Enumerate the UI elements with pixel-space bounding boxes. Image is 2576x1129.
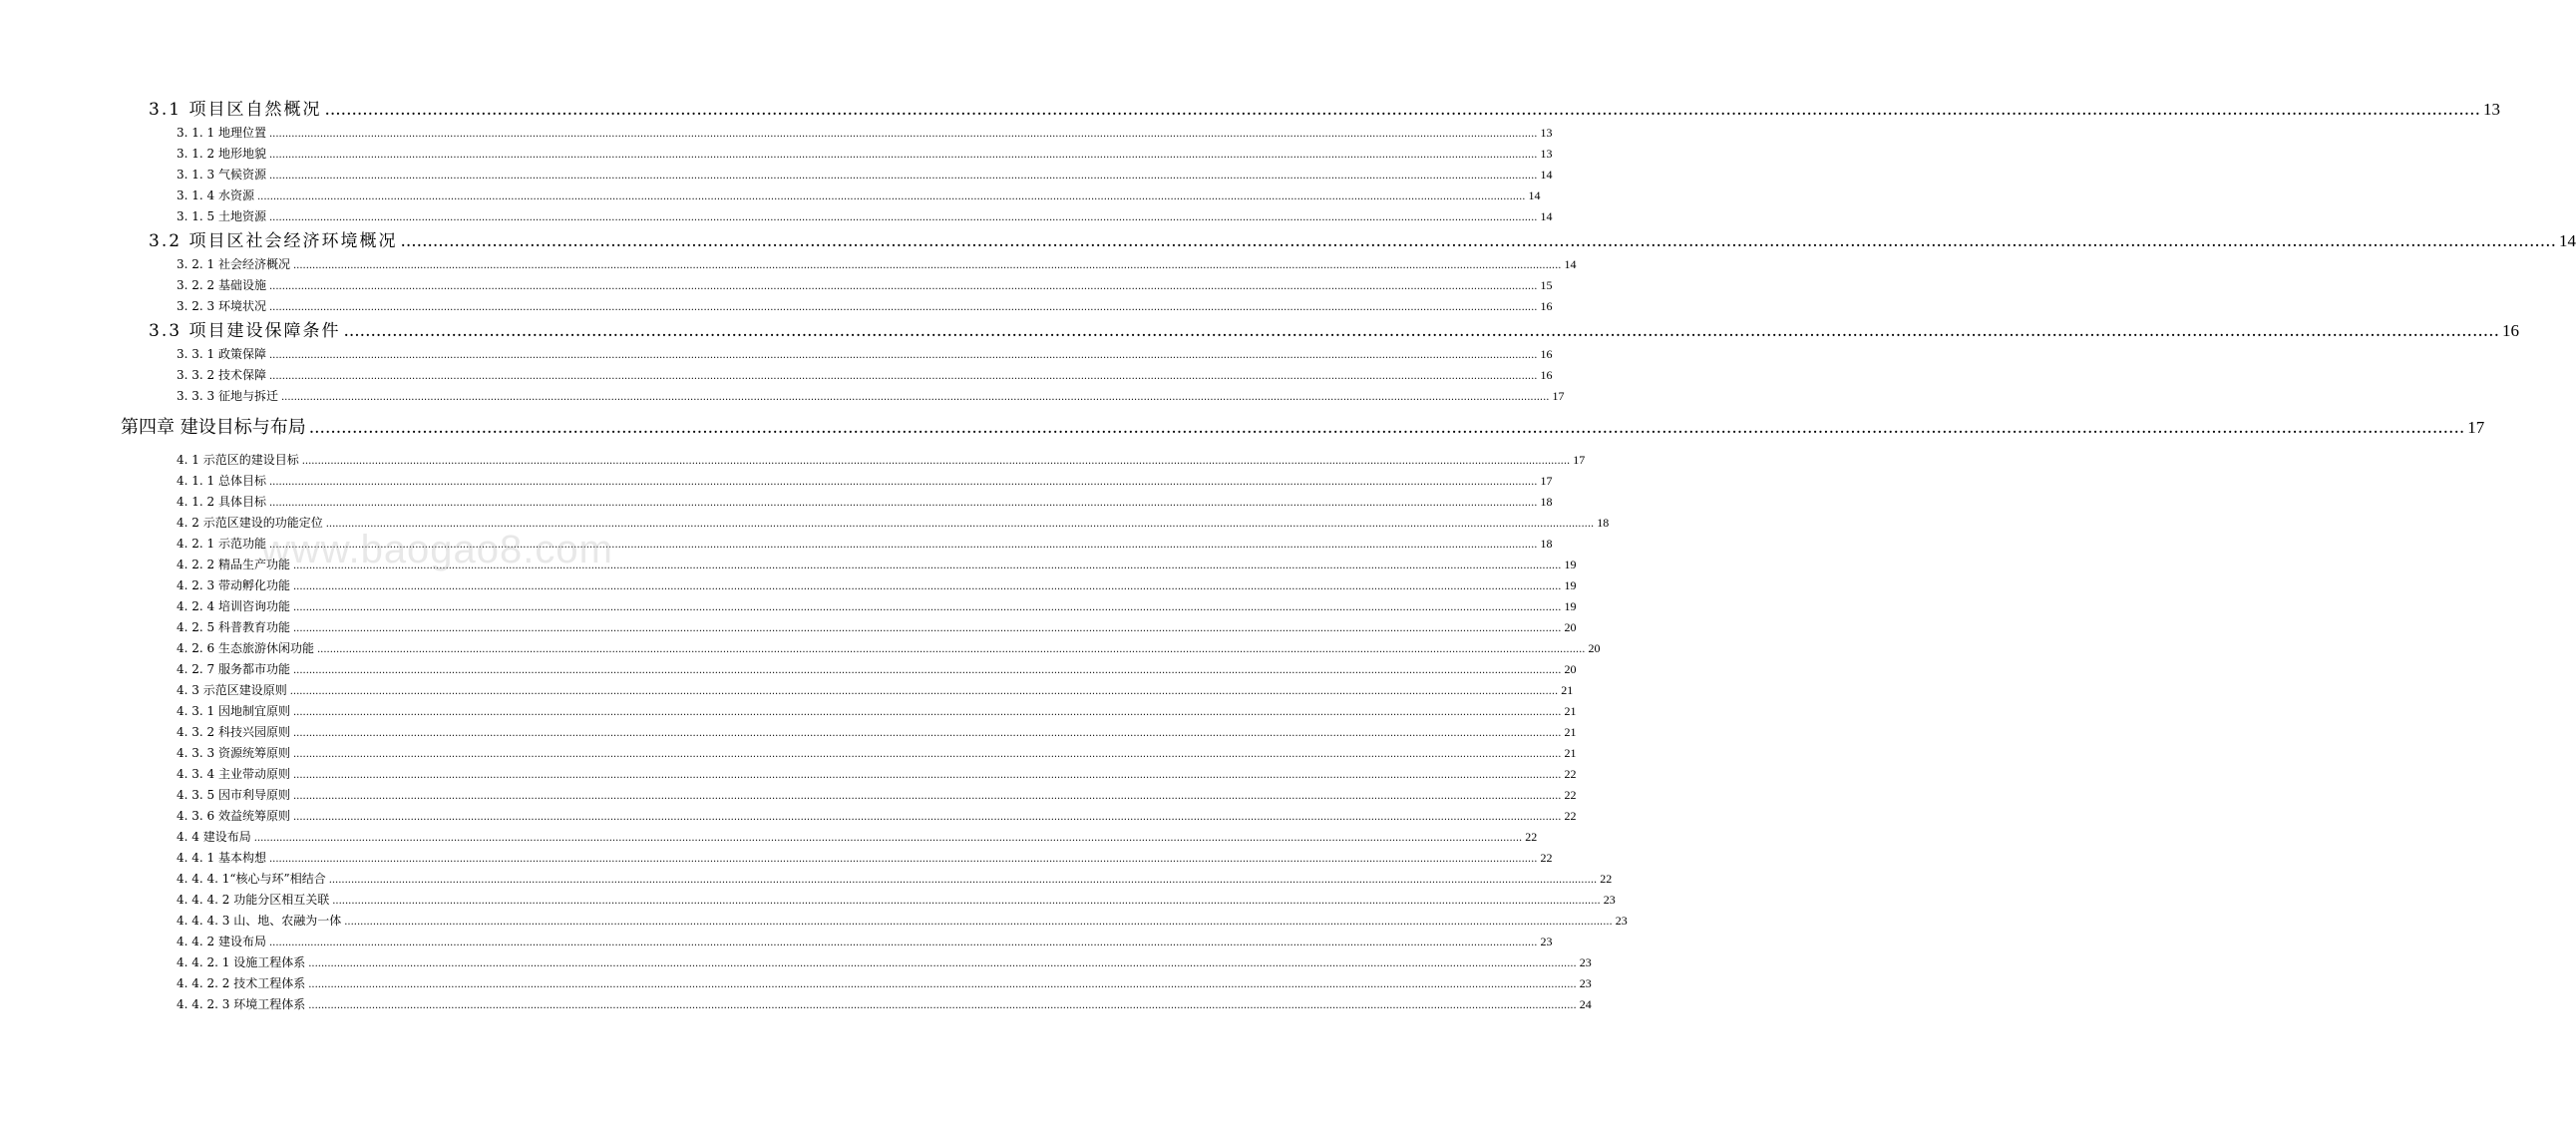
toc-entry-title: 4. 3. 6 效益统筹原则 bbox=[177, 809, 290, 823]
dot-leader: ................................................................................................................................................................................................................................................................................................................................................................................................................ bbox=[268, 212, 1538, 223]
dot-leader: ................................................................................................................................................................................................................................................................................................................................................................................................................ bbox=[308, 1000, 1577, 1011]
dot-leader: ................................................................................................................................................................................................................................................................................................................................................................................................................ bbox=[328, 875, 1598, 886]
toc-subsection-entry[interactable] bbox=[177, 474, 1553, 488]
toc-subsection-entry[interactable] bbox=[177, 620, 1577, 634]
toc-subsection-entry[interactable] bbox=[177, 278, 1553, 292]
dot-leader: ................................................................................................................................................................................................................................................................................................................................................................................................................ bbox=[292, 770, 1562, 781]
dot-leader: ................................................................................................................................................................................................................................................................................................................................................................................................................ bbox=[268, 302, 1538, 313]
dot-leader: ................................................................................................................................................................................................................................................................................................................................................................................................................ bbox=[268, 477, 1538, 488]
toc-subsection-entry[interactable] bbox=[177, 809, 1577, 823]
toc-subsection-entry[interactable] bbox=[177, 725, 1577, 739]
toc-page-number: 16 bbox=[1540, 347, 1553, 361]
toc-entry-title: 4. 4. 2. 2 技术工程体系 bbox=[177, 976, 306, 990]
toc-subsection-entry[interactable] bbox=[177, 368, 1553, 382]
toc-page-number: 20 bbox=[1588, 641, 1601, 655]
dot-leader: ................................................................................................................................................................................................................................................................................................................................................................................................................ bbox=[268, 938, 1538, 948]
toc-subsection-entry[interactable] bbox=[177, 641, 1601, 655]
dot-leader: ................................................................................................................................................................................................................................................................................................................................................................................................................ bbox=[292, 728, 1562, 739]
toc-entry-title: 4. 4. 2. 3 环境工程体系 bbox=[177, 997, 306, 1011]
dot-leader: ................................................................................................................................................................................................................................................................................................................................................................................................................ bbox=[268, 498, 1538, 509]
toc-page-number: 22 bbox=[1600, 872, 1613, 886]
dot-leader: ................................................................................................................................................................................................................................................................................................................................................................................................................ bbox=[268, 371, 1538, 382]
toc-entry-title: 4. 4 建设布局 bbox=[177, 830, 251, 844]
toc-entry-title: 4. 1. 1 总体目标 bbox=[177, 474, 266, 488]
toc-subsection-entry[interactable] bbox=[177, 126, 1553, 140]
toc-entry-title: 第四章 建设目标与布局 bbox=[121, 417, 306, 438]
dot-leader: ................................................................................................................................................................................................................................................................................................................................................................................................................ bbox=[292, 812, 1562, 823]
toc-page-number: 17 bbox=[1552, 389, 1565, 403]
toc-page-number: 14 bbox=[2558, 231, 2576, 250]
toc-entry-title: 3. 1. 3 气候资源 bbox=[177, 168, 266, 182]
toc-page-number: 14 bbox=[1564, 257, 1577, 271]
toc-page-number: 18 bbox=[1597, 516, 1610, 530]
toc-page-number: 18 bbox=[1540, 495, 1553, 509]
dot-leader: ................................................................................................................................................................................................................................................................................................................................................................................................................ bbox=[325, 519, 1595, 530]
toc-entry-title: 3. 2. 3 环境状况 bbox=[177, 299, 266, 313]
toc-entry-title: 4. 2. 3 带动孵化功能 bbox=[177, 578, 290, 592]
toc-page-number: 21 bbox=[1564, 746, 1577, 760]
dot-leader: ................................................................................................................................................................................................................................................................................................................................................................................................................ bbox=[289, 686, 1559, 697]
toc-subsection-entry[interactable] bbox=[177, 389, 1565, 403]
toc-page-number: 17 bbox=[1573, 453, 1586, 467]
toc-page-number: 20 bbox=[1564, 662, 1577, 676]
toc-page-number: 22 bbox=[1564, 809, 1577, 823]
dot-leader: ................................................................................................................................................................................................................................................................................................................................................................................................................ bbox=[292, 602, 1562, 613]
toc-entry-title: 4. 4. 2 建设布局 bbox=[177, 935, 266, 948]
toc-subsection-entry[interactable] bbox=[177, 257, 1577, 271]
toc-entry-title: 4. 3. 4 主业带动原则 bbox=[177, 767, 290, 781]
toc-entry-title: 3. 3. 1 政策保障 bbox=[177, 347, 266, 361]
toc-section-entry[interactable] bbox=[149, 231, 2576, 251]
dot-leader: ................................................................................................................................................................................................................................................................................................................................................................................................................ bbox=[268, 854, 1538, 865]
toc-page-number: 14 bbox=[1540, 209, 1553, 223]
dot-leader: ................................................................................................................................................................................................................................................................................................................................................................................................................ bbox=[268, 150, 1538, 161]
toc-section-entry[interactable] bbox=[149, 100, 2500, 120]
dot-leader: ................................................................................................................................................................................................................................................................................................................................................................................................................ bbox=[292, 749, 1562, 760]
toc-subsection-entry[interactable] bbox=[177, 347, 1553, 361]
toc-subsection-entry[interactable] bbox=[177, 147, 1553, 161]
toc-subsection-entry[interactable] bbox=[177, 683, 1574, 697]
dot-leader: ................................................................................................................................................................................................................................................................................................................................................................................................................ bbox=[256, 191, 1526, 202]
dot-leader: ................................................................................................................................................................................................................................................................................................................................................................................................................ bbox=[292, 623, 1562, 634]
toc-page-number: 19 bbox=[1564, 578, 1577, 592]
dot-leader: ................................................................................................................................................................................................................................................................................................................................................................................................................ bbox=[324, 100, 2480, 120]
toc-page-number: 14 bbox=[1528, 188, 1541, 202]
toc-entry-title: 4. 4. 1 基本构想 bbox=[177, 851, 266, 865]
toc-page-number: 23 bbox=[1615, 914, 1628, 928]
toc-entry-title: 3. 1. 1 地理位置 bbox=[177, 126, 266, 140]
dot-leader: ................................................................................................................................................................................................................................................................................................................................................................................................................ bbox=[292, 260, 1562, 271]
toc-page-number: 23 bbox=[1579, 955, 1592, 969]
dot-leader: ................................................................................................................................................................................................................................................................................................................................................................................................................ bbox=[344, 917, 1613, 928]
toc-subsection-entry[interactable] bbox=[177, 299, 1553, 313]
dot-leader: ................................................................................................................................................................................................................................................................................................................................................................................................................ bbox=[301, 456, 1571, 467]
toc-page-number: 13 bbox=[1540, 147, 1553, 161]
toc-subsection-entry[interactable] bbox=[177, 578, 1577, 592]
dot-leader: ................................................................................................................................................................................................................................................................................................................................................................................................................ bbox=[268, 540, 1538, 551]
dot-leader: ................................................................................................................................................................................................................................................................................................................................................................................................................ bbox=[292, 707, 1562, 718]
toc-entry-title: 4. 2 示范区建设的功能定位 bbox=[177, 516, 323, 530]
toc-page-number: 22 bbox=[1540, 851, 1553, 865]
toc-page-number: 20 bbox=[1564, 620, 1577, 634]
toc-page-number: 22 bbox=[1525, 830, 1538, 844]
toc-subsection-entry[interactable] bbox=[177, 209, 1553, 223]
toc-entry-title: 3. 1. 4 水资源 bbox=[177, 188, 254, 202]
toc-page-number: 19 bbox=[1564, 599, 1577, 613]
toc-subsection-entry[interactable] bbox=[177, 599, 1577, 613]
toc-subsection-entry[interactable] bbox=[177, 997, 1592, 1011]
svg-text:www.baogao8.com: www.baogao8.com bbox=[261, 528, 613, 571]
toc-subsection-entry[interactable] bbox=[177, 537, 1553, 551]
toc-page-number: 23 bbox=[1540, 935, 1553, 948]
toc-page-number: 24 bbox=[1579, 997, 1592, 1011]
toc-entry-title: 4. 2. 5 科普教育功能 bbox=[177, 620, 290, 634]
toc-entry-title: 4. 3. 2 科技兴园原则 bbox=[177, 725, 290, 739]
dot-leader: ................................................................................................................................................................................................................................................................................................................................................................................................................ bbox=[308, 958, 1577, 969]
toc-entry-title: 3.2 项目区社会经济环境概况 bbox=[149, 231, 398, 251]
toc-entry-title: 3. 1. 2 地形地貌 bbox=[177, 147, 266, 161]
dot-leader: ................................................................................................................................................................................................................................................................................................................................................................................................................ bbox=[268, 281, 1538, 292]
toc-entry-title: 4. 4. 4. 2 功能分区相互关联 bbox=[177, 893, 330, 907]
toc-page-number: 21 bbox=[1564, 725, 1577, 739]
toc-entry-title: 3.1 项目区自然概况 bbox=[149, 100, 322, 120]
toc-subsection-entry[interactable] bbox=[177, 704, 1577, 718]
toc-subsection-entry[interactable] bbox=[177, 872, 1613, 886]
toc-entry-title: 4. 4. 2. 1 设施工程体系 bbox=[177, 955, 306, 969]
toc-subsection-entry[interactable] bbox=[177, 914, 1628, 928]
toc-entry-title: 4. 2. 4 培训咨询功能 bbox=[177, 599, 290, 613]
dot-leader: ................................................................................................................................................................................................................................................................................................................................................................................................................ bbox=[253, 833, 1523, 844]
dot-leader: ................................................................................................................................................................................................................................................................................................................................................................................................................ bbox=[292, 665, 1562, 676]
toc-page-number: 23 bbox=[1603, 893, 1616, 907]
toc-page-number: 22 bbox=[1564, 767, 1577, 781]
toc-page-number: 15 bbox=[1540, 278, 1553, 292]
toc-subsection-entry[interactable] bbox=[177, 168, 1553, 182]
toc-subsection-entry[interactable] bbox=[177, 935, 1553, 948]
toc-page-number: 17 bbox=[1540, 474, 1553, 488]
toc-entry-title: 4. 3 示范区建设原则 bbox=[177, 683, 287, 697]
toc-page-number: 22 bbox=[1564, 788, 1577, 802]
toc-entry-title: 4. 2. 7 服务都市功能 bbox=[177, 662, 290, 676]
toc-page-number: 19 bbox=[1564, 558, 1577, 571]
dot-leader: ................................................................................................................................................................................................................................................................................................................................................................................................................ bbox=[292, 791, 1562, 802]
toc-entry-title: 3. 2. 1 社会经济概况 bbox=[177, 257, 290, 271]
toc-subsection-entry[interactable] bbox=[177, 495, 1553, 509]
dot-leader: ................................................................................................................................................................................................................................................................................................................................................................................................................ bbox=[343, 321, 2499, 341]
toc-entry-title: 3. 1. 5 土地资源 bbox=[177, 209, 266, 223]
toc-subsection-entry[interactable] bbox=[177, 746, 1577, 760]
toc-section-entry[interactable] bbox=[149, 321, 2519, 341]
dot-leader: ................................................................................................................................................................................................................................................................................................................................................................................................................ bbox=[292, 561, 1562, 571]
toc-entry-title: 4. 1 示范区的建设目标 bbox=[177, 453, 299, 467]
dot-leader: ................................................................................................................................................................................................................................................................................................................................................................................................................ bbox=[308, 979, 1577, 990]
dot-leader: ................................................................................................................................................................................................................................................................................................................................................................................................................ bbox=[400, 231, 2556, 251]
dot-leader: ................................................................................................................................................................................................................................................................................................................................................................................................................ bbox=[316, 644, 1586, 655]
toc-entry-title: 4. 2. 2 精品生产功能 bbox=[177, 558, 290, 571]
toc-subsection-entry[interactable] bbox=[177, 662, 1577, 676]
toc-entry-title: 3. 3. 3 征地与拆迁 bbox=[177, 389, 278, 403]
toc-page-number: 13 bbox=[1540, 126, 1553, 140]
toc-subsection-entry[interactable] bbox=[177, 767, 1577, 781]
toc-page-number: 17 bbox=[2467, 418, 2485, 437]
toc-subsection-entry[interactable] bbox=[177, 516, 1610, 530]
toc-entry-title: 4. 1. 2 具体目标 bbox=[177, 495, 266, 509]
toc-subsection-entry[interactable] bbox=[177, 976, 1592, 990]
toc-subsection-entry[interactable] bbox=[177, 851, 1553, 865]
toc-entry-title: 3. 3. 2 技术保障 bbox=[177, 368, 266, 382]
toc-page-number: 23 bbox=[1579, 976, 1592, 990]
toc-chapter-entry[interactable] bbox=[121, 417, 2485, 438]
toc-page-number: 16 bbox=[1540, 368, 1553, 382]
dot-leader: ................................................................................................................................................................................................................................................................................................................................................................................................................ bbox=[268, 171, 1538, 182]
toc-subsection-entry[interactable] bbox=[177, 893, 1616, 907]
toc-subsection-entry[interactable] bbox=[177, 788, 1577, 802]
toc-entry-title: 4. 2. 1 示范功能 bbox=[177, 537, 266, 551]
toc-entry-title: 4. 4. 4. 3 山、地、农融为一体 bbox=[177, 914, 342, 928]
toc-page-number: 14 bbox=[1540, 168, 1553, 182]
toc-entry-title: 4. 2. 6 生态旅游休闲功能 bbox=[177, 641, 314, 655]
toc-entry-title: 4. 3. 3 资源统筹原则 bbox=[177, 746, 290, 760]
dot-leader: ................................................................................................................................................................................................................................................................................................................................................................................................................ bbox=[292, 581, 1562, 592]
dot-leader: ................................................................................................................................................................................................................................................................................................................................................................................................................ bbox=[332, 896, 1601, 907]
toc-entry-title: 4. 3. 1 因地制宜原则 bbox=[177, 704, 290, 718]
toc-subsection-entry[interactable] bbox=[177, 453, 1586, 467]
toc-subsection-entry[interactable] bbox=[177, 955, 1592, 969]
toc-page-number: 16 bbox=[1540, 299, 1553, 313]
toc-entry-title: 3.3 项目建设保障条件 bbox=[149, 321, 341, 341]
dot-leader: ................................................................................................................................................................................................................................................................................................................................................................................................................ bbox=[268, 129, 1538, 140]
toc-page-number: 18 bbox=[1540, 537, 1553, 551]
dot-leader: ................................................................................................................................................................................................................................................................................................................................................................................................................ bbox=[280, 392, 1550, 403]
toc-entry-title: 4. 4. 4. 1“核心与环”相结合 bbox=[177, 872, 326, 886]
dot-leader: ................................................................................................................................................................................................................................................................................................................................................................................................................ bbox=[308, 418, 2465, 438]
toc-page-number: 13 bbox=[2482, 100, 2500, 119]
toc-subsection-entry[interactable] bbox=[177, 558, 1577, 571]
dot-leader: ................................................................................................................................................................................................................................................................................................................................................................................................................ bbox=[268, 350, 1538, 361]
toc-page-number: 21 bbox=[1564, 704, 1577, 718]
toc-page-number: 16 bbox=[2501, 321, 2519, 340]
toc-entry-title: 3. 2. 2 基础设施 bbox=[177, 278, 266, 292]
toc-entry-title: 4. 3. 5 因市利导原则 bbox=[177, 788, 290, 802]
toc-subsection-entry[interactable] bbox=[177, 188, 1541, 202]
toc-subsection-entry[interactable] bbox=[177, 830, 1538, 844]
toc-page-number: 21 bbox=[1561, 683, 1574, 697]
